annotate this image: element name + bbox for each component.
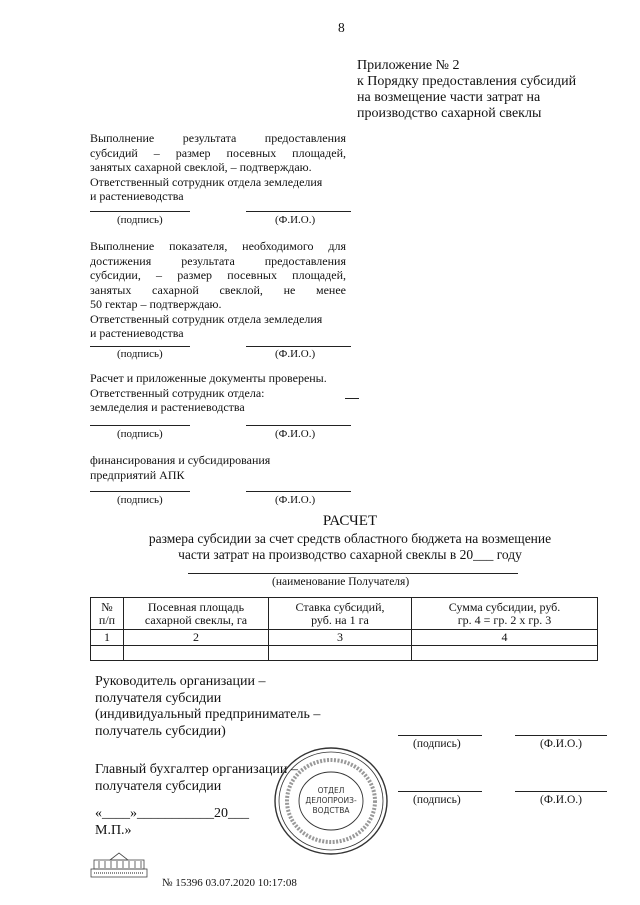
text-line: предприятий АПК [90,467,185,482]
signature-caption: (подпись) [413,794,461,806]
table-cell: 4 [412,630,598,646]
header-text: № [101,599,113,614]
name-line [246,346,351,347]
signature-line [90,425,190,426]
text-line: Ответственный сотрудник отдела земледелия [90,311,323,326]
header-text: Посевная площадь [147,599,245,614]
svg-text:ОТДЕЛ: ОТДЕЛ [317,786,345,795]
calc-subtitle-line: части затрат на производство сахарной свеклы в 20___ году [178,547,522,562]
official-stamp [272,745,390,857]
name-caption: (Ф.И.О.) [540,794,582,806]
text-line: Выполнение показателя, необходимого для [90,239,346,253]
table-cell: 1 [91,630,124,646]
name-line [246,425,351,426]
name-caption: (Ф.И.О.) [275,214,316,226]
calc-subtitle-line: размера субсидии за счет средств областного бюджета на возмещение [148,531,552,546]
text-line: земледелия и растениеводства [90,400,245,414]
table-cell: 3 [269,630,412,646]
text-line: занятых сахарной свеклой, не менее [90,282,346,297]
text-line: достижения результата предоставления [90,253,346,268]
appendix-line: производство сахарной свеклы [357,106,542,121]
confirmation-block-2 [90,239,346,341]
date-block [95,806,249,839]
signature-caption: (подпись) [413,738,461,750]
text-line: занятых сахарной свеклой, – подтверждаю. [90,160,312,174]
name-line [515,735,607,736]
svg-text:ВОДСТВА: ВОДСТВА [312,806,350,815]
signature-line [398,735,482,736]
recipient-line [188,573,518,574]
text-line: Главный бухгалтер организации – [95,762,298,777]
registration-number: № 15396 03.07.2020 10:17:08 [162,877,297,889]
text-line: получатель субсидии) [95,723,226,739]
dash-mark [345,398,359,399]
signature-caption: (подпись) [117,494,163,506]
seal-place: М.П.» [95,822,132,838]
appendix-line: к Порядку предоставления субсидий [357,74,577,89]
name-caption: (Ф.И.О.) [540,738,582,750]
header-text: п/п [98,612,116,627]
header-text: Сумма субсидии, руб. [448,599,561,614]
table-header-cell [412,598,598,630]
text-line: (индивидуальный предприниматель – [95,707,321,722]
table-header-row [91,598,598,630]
name-caption: (Ф.И.О.) [275,494,316,506]
name-caption: (Ф.И.О.) [275,428,316,440]
appendix-header [357,58,576,122]
calculation-table [90,597,598,661]
signature-caption: (подпись) [117,428,163,440]
text-line: получателя субсидии [95,778,222,794]
table-cell [91,646,124,661]
text-line: и растениеводства [90,326,184,340]
table-header-cell [91,598,124,630]
page-number: 8 [338,20,345,35]
text-line: Ответственный сотрудник отдела: [90,385,265,400]
text-line: субсидии, – размер посевных площадей, [90,268,346,282]
text-line: Руководитель организации – [95,674,266,689]
signature-line [398,791,482,792]
calc-subtitle [100,531,600,563]
date-line: «____»___________20___ [95,806,249,821]
signature-line [90,211,190,212]
svg-text:ДЕЛОПРОИЗ-: ДЕЛОПРОИЗ- [305,796,357,805]
recipient-caption: (наименование Получателя) [272,576,410,588]
text-line: Выполнение результата предоставления [90,131,346,145]
text-line: Расчет и приложенные документы проверены. [90,371,327,385]
table-header-cell [124,598,269,630]
text-line: Ответственный сотрудник отдела земледелия [90,174,323,189]
accountant-block [95,762,298,795]
table-row [91,630,598,646]
name-line [515,791,607,792]
signature-caption: (подпись) [117,214,163,226]
head-block [95,674,320,740]
name-caption: (Ф.И.О.) [275,348,316,360]
text-line: финансирования и субсидирования [90,453,271,467]
text-line: и растениеводства [90,189,184,203]
header-text: сахарной свеклы, га [144,612,248,627]
finance-block [90,453,346,482]
appendix-line: Приложение № 2 [357,58,460,73]
table-cell [269,646,412,661]
header-text: Ставка субсидий, [295,599,385,614]
header-text: руб. на 1 га [311,612,369,627]
text-line: 50 гектар – подтверждаю. [90,297,222,311]
text-line: получателя субсидии [95,690,222,706]
signature-caption: (подпись) [117,348,163,360]
name-line [246,211,351,212]
signature-line [90,491,190,492]
name-line [246,491,351,492]
verification-block [90,371,360,415]
header-text: гр. 4 = гр. 2 х гр. 3 [457,612,552,627]
appendix-line: на возмещение части затрат на [357,90,541,105]
calc-title: РАСЧЕТ [322,513,378,529]
signature-line [90,346,190,347]
confirmation-block-1 [90,131,346,204]
table-cell [124,646,269,661]
table-cell [412,646,598,661]
table-cell: 2 [124,630,269,646]
text-line: субсидий – размер посевных площадей, [90,145,346,160]
government-building-icon [90,852,148,878]
table-header-cell [269,598,412,630]
table-row [91,646,598,661]
